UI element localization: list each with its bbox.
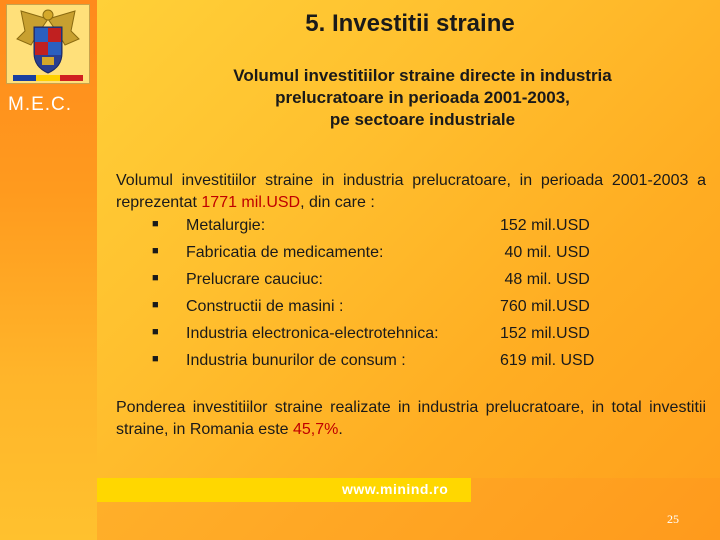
slide-subtitle — [140, 65, 705, 131]
sector-label: Prelucrare cauciuc: — [186, 271, 323, 288]
intro-paragraph — [116, 170, 706, 214]
summary-paragraph — [116, 397, 706, 441]
list-item — [152, 352, 622, 379]
sector-value: 48 mil. USD — [500, 271, 590, 288]
share-percentage-highlight: 45,7% — [292, 421, 339, 438]
sector-value: 760 mil.USD — [500, 298, 590, 315]
sector-value: 152 mil.USD — [500, 217, 590, 234]
sector-list — [152, 217, 622, 379]
square-bullet-icon: ■ — [152, 326, 159, 338]
sector-label: Industria bunurilor de consum : — [186, 352, 406, 369]
list-item — [152, 217, 622, 244]
square-bullet-icon: ■ — [152, 299, 159, 311]
coat-of-arms-logo — [6, 4, 90, 84]
square-bullet-icon: ■ — [152, 272, 159, 284]
sector-value: 619 mil. USD — [500, 352, 595, 369]
subtitle-line: pe sectoare industriale — [329, 110, 516, 129]
intro-text: Volumul investitiilor straine in industria prelucratoare, in perioada 2001-2003 a reprezentat — [116, 172, 706, 211]
sector-value: 152 mil.USD — [500, 325, 590, 342]
sector-label: Constructii de masini : — [186, 298, 344, 315]
list-item — [152, 325, 622, 352]
list-item — [152, 271, 622, 298]
square-bullet-icon: ■ — [152, 353, 159, 365]
sector-label: Industria electronica-electrotehnica: — [186, 325, 439, 342]
sector-value: 40 mil. USD — [500, 244, 590, 261]
subtitle-line: Volumul investitiilor straine directe in industria — [233, 66, 612, 85]
list-item — [152, 244, 622, 271]
square-bullet-icon: ■ — [152, 245, 159, 257]
sector-label: Metalurgie: — [186, 217, 266, 234]
list-item — [152, 298, 622, 325]
intro-text-end: , din care : — [300, 194, 375, 211]
slide-title: 5. Investitii straine — [305, 10, 515, 37]
subtitle-line: prelucratoare in perioada 2001-2003, — [275, 88, 570, 107]
website-link[interactable]: www.minind.ro — [342, 481, 449, 497]
total-investment-highlight: 1771 mil.USD — [201, 194, 301, 211]
summary-text: Ponderea investitiilor straine realizate in industria prelucratoare, in total investitii straine, in Romania este — [116, 399, 706, 438]
sector-label: Fabricatia de medicamente: — [186, 244, 384, 261]
square-bullet-icon: ■ — [152, 218, 159, 230]
summary-text-end: . — [338, 421, 343, 438]
org-label: M.E.C. — [8, 94, 73, 115]
page-number: 25 — [667, 512, 679, 526]
